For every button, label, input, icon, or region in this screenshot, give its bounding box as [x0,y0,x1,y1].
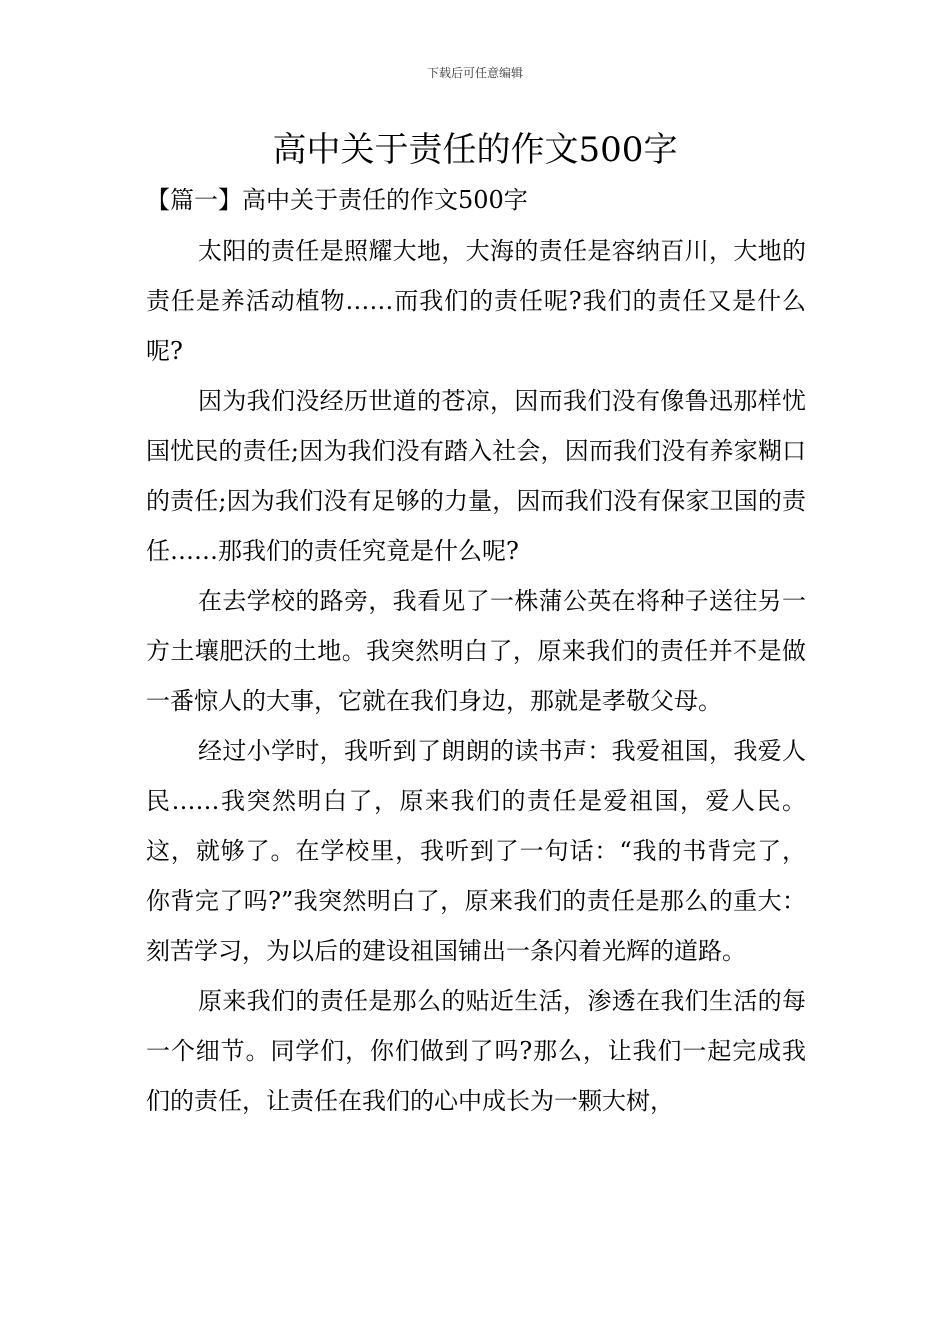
paragraph: 经过小学时，我听到了朗朗的读书声：我爱祖国，我爱人民……我突然明白了，原来我们的责任是爱祖国，爱人民。这，就够了。在学校里，我听到了一句话：“我的书背完了，你背完了吗?”我突然明白了，原来我们的责任是那么的重大：刻苦学习，为以后的建设祖国铺出一条闪着光辉的道路。 [146,737,806,965]
document-title: 高中关于责任的作文500字 [272,130,678,170]
header-note: 下载后可任意编辑 [426,66,523,80]
paragraph: 因为我们没经历世道的苍凉，因而我们没有像鲁迅那样忧国忧民的责任;因为我们没有踏入社会，因而我们没有养家糊口的责任;因为我们没有足够的力量，因而我们没有保家卫国的责任……那我们的责任究竟是什么呢? [146,387,806,565]
paragraph: 原来我们的责任是那么的贴近生活，渗透在我们生活的每一个细节。同学们，你们做到了吗?那么，让我们一起完成我们的责任，让责任在我们的心中成长为一颗大树， [146,987,806,1115]
section-heading: 【篇一】高中关于责任的作文500字 [146,186,528,214]
paragraph: 在去学校的路旁，我看见了一株蒲公英在将种子送往另一方土壤肥沃的土地。我突然明白了，原来我们的责任并不是做一番惊人的大事，它就在我们身边，那就是孝敬父母。 [146,587,806,715]
essay-body [146,226,806,1126]
paragraph: 太阳的责任是照耀大地，大海的责任是容纳百川，大地的责任是养活动植物……而我们的责任呢?我们的责任又是什么呢? [146,237,806,365]
